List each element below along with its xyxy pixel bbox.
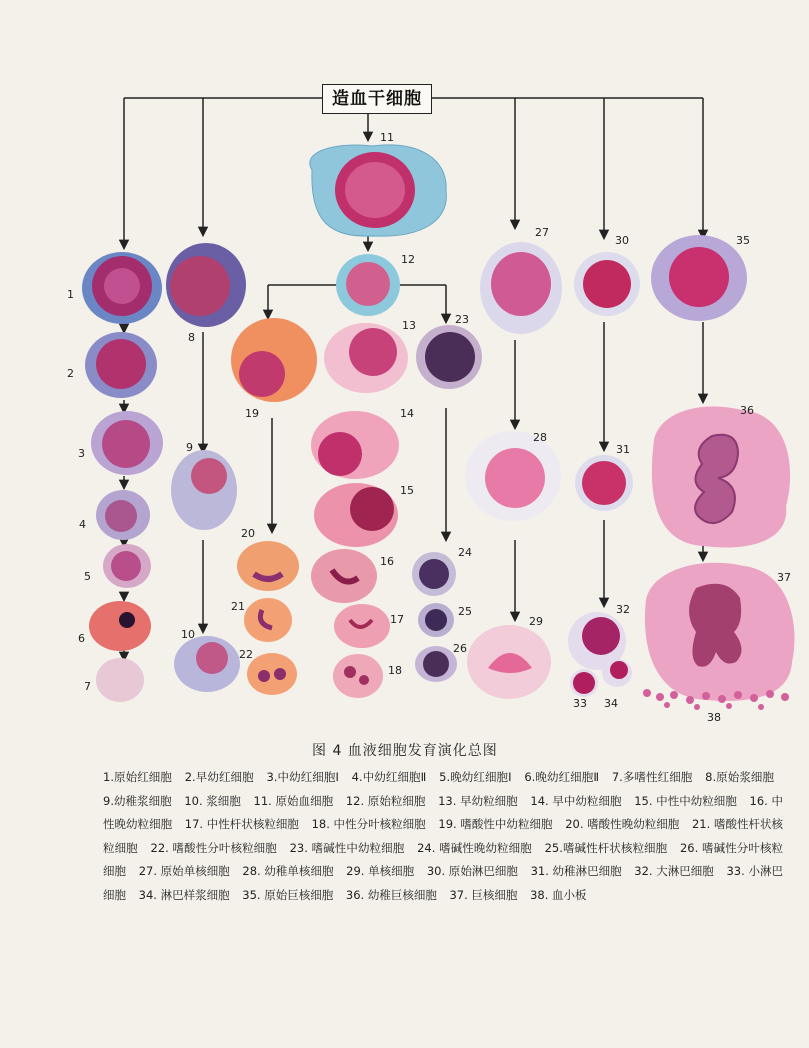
cell-31 (575, 455, 633, 511)
cell-21 (244, 598, 292, 642)
cell-33 (570, 669, 598, 697)
cell-8 (166, 243, 246, 327)
legend-item: 38. 血小板 (530, 887, 587, 902)
cell-10 (174, 636, 240, 692)
cell-label: 17 (390, 613, 404, 626)
cell-label: 19 (245, 407, 259, 420)
legend-item: 37. 巨核细胞 (449, 887, 518, 902)
cell-label: 1 (67, 288, 74, 301)
cell-5 (103, 544, 151, 588)
legend-item: 27. 原始单核细胞 (138, 864, 230, 878)
cell-18 (333, 654, 383, 698)
cell-35 (651, 235, 747, 321)
cell-23 (416, 325, 482, 389)
hematopoietic-stem-cell-title: 造血干细胞 (322, 84, 432, 114)
legend (103, 766, 783, 907)
cell-label: 24 (458, 546, 472, 559)
cell-3 (91, 411, 163, 475)
cell-label: 11 (380, 131, 394, 144)
cell-label: 16 (380, 555, 394, 568)
cell-1 (82, 252, 162, 324)
cell-label: 38 (707, 711, 721, 724)
cell-label: 6 (78, 632, 85, 645)
legend-item: 6.晚幼红细胞Ⅱ (524, 770, 600, 784)
figure-caption: 图 4 血液细胞发育演化总图 (312, 743, 498, 759)
legend-item: 19. 嗜酸性中幼粒细胞 (438, 817, 553, 831)
legend-item: 31. 幼稚淋巴细胞 (530, 864, 622, 878)
legend-item: 5.晚幼红细胞Ⅰ (439, 770, 512, 784)
legend-item: 22. 嗜酸性分叶核粒细胞 (150, 840, 277, 855)
legend-item: 33. 小淋巴细胞 (103, 864, 783, 902)
cell-20 (237, 541, 299, 591)
legend-item: 13. 早幼粒细胞 (438, 793, 518, 808)
cell-7 (96, 658, 144, 702)
cell-12 (336, 254, 400, 316)
cell-label: 31 (616, 443, 630, 456)
cell-label: 35 (736, 234, 750, 247)
cell-label: 3 (78, 447, 85, 460)
legend-item: 20. 嗜酸性晚幼粒细胞 (565, 817, 680, 831)
cell-label: 18 (388, 664, 402, 677)
cell-15 (314, 483, 398, 547)
cell-19 (231, 318, 317, 402)
legend-item: 2.早幼红细胞 (184, 770, 254, 784)
legend-item: 16. 中性晚幼粒细胞 (103, 793, 784, 831)
cell-label: 25 (458, 605, 472, 618)
cell-label: 21 (231, 600, 245, 613)
legend-item: 24. 嗜碱性晚幼粒细胞 (417, 840, 532, 855)
legend-item: 15. 中性中幼粒细胞 (634, 793, 737, 808)
cell-13 (324, 323, 408, 393)
cell-36 (652, 407, 790, 548)
cell-label: 30 (615, 234, 629, 247)
cell-37 (645, 563, 795, 701)
cell-2 (85, 332, 157, 398)
legend-item: 36. 幼稚巨核细胞 (345, 887, 437, 902)
legend-item: 8.原始浆细胞 (705, 770, 775, 784)
cell-label: 14 (400, 407, 414, 420)
legend-item: 9.幼稚浆细胞 (103, 793, 172, 808)
cell-6 (89, 601, 151, 651)
cell-27 (480, 242, 562, 334)
cell-25 (418, 603, 454, 637)
cell-14 (311, 411, 399, 479)
cell-24 (412, 552, 456, 596)
cell-9 (171, 450, 237, 530)
legend-item: 21. 嗜酸性杆状核粒细胞 (103, 817, 784, 855)
legend-item: 17. 中性杆状核粒细胞 (184, 817, 299, 831)
cells (82, 145, 794, 710)
legend-item: 23. 嗜碱性中幼粒细胞 (289, 840, 405, 855)
cell-label: 9 (186, 441, 193, 454)
legend-item: 1.原始红细胞 (103, 770, 172, 784)
legend-item: 34. 淋巴样浆细胞 (138, 887, 230, 902)
cell-17 (334, 604, 390, 648)
cell-label: 32 (616, 603, 630, 616)
legend-item: 25.嗜碱性杆状核粒细胞 (544, 840, 668, 855)
cell-label: 2 (67, 367, 74, 380)
legend-item: 14. 早中幼粒细胞 (530, 793, 622, 808)
legend-item: 4.中幼红细胞Ⅱ (351, 770, 427, 784)
cell-34 (602, 659, 632, 687)
legend-item: 11. 原始血细胞 (253, 793, 334, 808)
cell-11 (310, 145, 447, 236)
legend-item: 32. 大淋巴细胞 (634, 864, 714, 878)
cell-label: 37 (777, 571, 791, 584)
legend-item: 26. 嗜碱性分叶核粒细胞 (103, 840, 784, 878)
cell-label: 27 (535, 226, 549, 239)
cell-label: 23 (455, 313, 469, 326)
cell-16 (311, 549, 377, 603)
legend-item: 7.多嗜性红细胞 (611, 770, 693, 784)
cell-29 (467, 625, 551, 699)
cell-label: 13 (402, 319, 416, 332)
cell-label: 7 (84, 680, 91, 693)
cell-label: 36 (740, 404, 754, 417)
cell-label: 5 (84, 570, 91, 583)
cell-28 (465, 431, 561, 521)
cell-label: 26 (453, 642, 467, 655)
cell-label: 20 (241, 527, 255, 540)
cell-label: 29 (529, 615, 543, 628)
cell-label: 33 (573, 697, 587, 710)
cell-4 (96, 490, 150, 540)
legend-item: 3.中幼红细胞Ⅰ (266, 770, 339, 784)
legend-item: 35. 原始巨核细胞 (242, 887, 334, 902)
legend-item: 18. 中性分叶核粒细胞 (311, 817, 426, 831)
cell-label: 8 (188, 331, 195, 344)
legend-item: 10. 浆细胞 (184, 793, 241, 808)
cell-22 (247, 653, 297, 695)
cell-label: 15 (400, 484, 414, 497)
cell-label: 12 (401, 253, 415, 266)
cell-label: 34 (604, 697, 618, 710)
legend-item: 30. 原始淋巴细胞 (426, 864, 518, 878)
legend-item: 12. 原始粒细胞 (345, 793, 426, 808)
cell-label: 28 (533, 431, 547, 444)
cell-label: 22 (239, 648, 253, 661)
cell-label: 10 (181, 628, 195, 641)
cell-label: 4 (79, 518, 86, 531)
legend-item: 29. 单核细胞 (346, 864, 415, 878)
cell-30 (574, 252, 640, 316)
legend-item: 28. 幼稚单核细胞 (242, 864, 334, 878)
cell-26 (415, 646, 457, 682)
